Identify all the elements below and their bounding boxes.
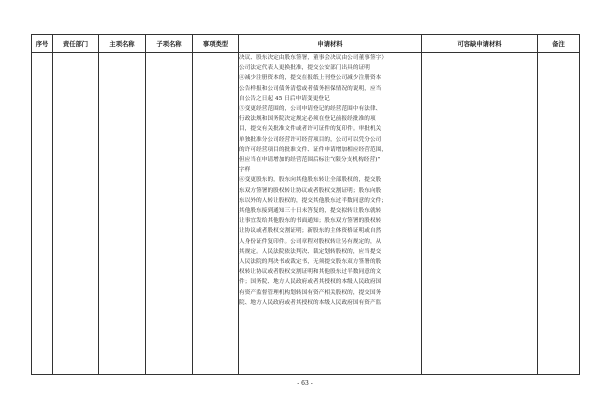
- table-row: [32, 53, 580, 375]
- cell-main-item: [99, 53, 146, 375]
- cell-department: [53, 53, 99, 375]
- material-line: ⑤变更经营范围的，公司申请登记的经营范围中有法律、: [239, 106, 382, 113]
- material-line: 行政法规和国务院决定规定必须在登记前报经批准的项: [239, 116, 376, 123]
- header-sub-item: 子项名称: [146, 35, 193, 53]
- material-line: 公告样报和公司债务清偿或者债务担保情况的说明，应当: [239, 85, 382, 92]
- material-line: 人民法院的判决书或裁定书，无须提交股东双方签署的股: [239, 259, 382, 266]
- material-line: ④减少注册资本的，提交在报纸上刊登公司减少注册资本: [239, 75, 382, 82]
- material-line: 有资产监督管理机构划转国有资产相关股权的，提交国务: [239, 289, 382, 296]
- material-line: 单独批准分公司经营许可经营项目的，公司可以凭分公司: [239, 136, 382, 143]
- header-optional-materials: 可容缺申请材料: [422, 35, 538, 53]
- material-line: 院、地方人民政府或者其授权的本级人民政府国有资产监: [239, 299, 382, 306]
- material-line: 公司法定代表人更换批准，提交公安部门出具的证明: [239, 65, 370, 72]
- cell-materials: [239, 53, 422, 375]
- material-line: 人身份证件复印件。公司章程对股权转让另有规定的，从: [239, 238, 382, 245]
- material-line: 目，提交有关批准文件或者许可证件的复印件。审批机关: [239, 126, 382, 133]
- material-line: 权转让协议或者股权交割证明和其他股东过半数同意的文: [239, 269, 382, 276]
- material-line: 东以外的人转让股权的，提交其他股东过半数同意的文件；: [239, 197, 388, 204]
- material-line: 自公告之日起 45 日后申请变更登记: [239, 95, 330, 102]
- header-seq: 序号: [32, 35, 53, 53]
- material-line: 件；国务院、地方人民政府或者其授权的本级人民政府国: [239, 279, 382, 286]
- cell-remarks: [538, 53, 580, 375]
- material-line: 的许可经营项目的批准文件、证件申请增加相应经营范围，: [239, 146, 388, 153]
- cell-item-type: [193, 53, 239, 375]
- application-materials-table: [31, 34, 580, 375]
- material-line: 其规定。人民法院依法判决、裁定划转股权的，应当提交: [239, 248, 382, 255]
- material-line: 字样: [239, 167, 251, 174]
- header-department: 责任部门: [53, 35, 99, 53]
- cell-seq: [32, 53, 53, 375]
- header-main-item: 主项名称: [99, 35, 146, 53]
- material-line: 但应当在申请增加的经营范围后标注“(限分支机构经营)”: [239, 157, 381, 164]
- material-line: 其他股东接到通知三十日未答复的，提交拟转让股东就转: [239, 208, 382, 215]
- cell-sub-item: [146, 53, 193, 375]
- header-item-type: 事项类型: [193, 35, 239, 53]
- material-line: 让事宜发给其他股东的书面通知；股东双方签署的股权转: [239, 218, 382, 225]
- header-materials: 申请材料: [239, 35, 422, 53]
- material-line: ⑥变更股东的，股东向其他股东转让全部股权的，提交股: [239, 177, 382, 184]
- material-line: 决议、股东决定由股东签署，董事会决议由公司董事签字）: [239, 55, 388, 61]
- table-header-row: [32, 35, 580, 53]
- page-number: - 63 -: [297, 380, 313, 387]
- material-line: 东双方签署的股权转让协议或者股权交割证明；股东向股: [239, 187, 382, 194]
- header-remarks: 备注: [538, 35, 580, 53]
- material-line: 让协议或者股权交割证明；新股东的主体资格证明或自然: [239, 228, 382, 235]
- cell-optional-materials: [422, 53, 538, 375]
